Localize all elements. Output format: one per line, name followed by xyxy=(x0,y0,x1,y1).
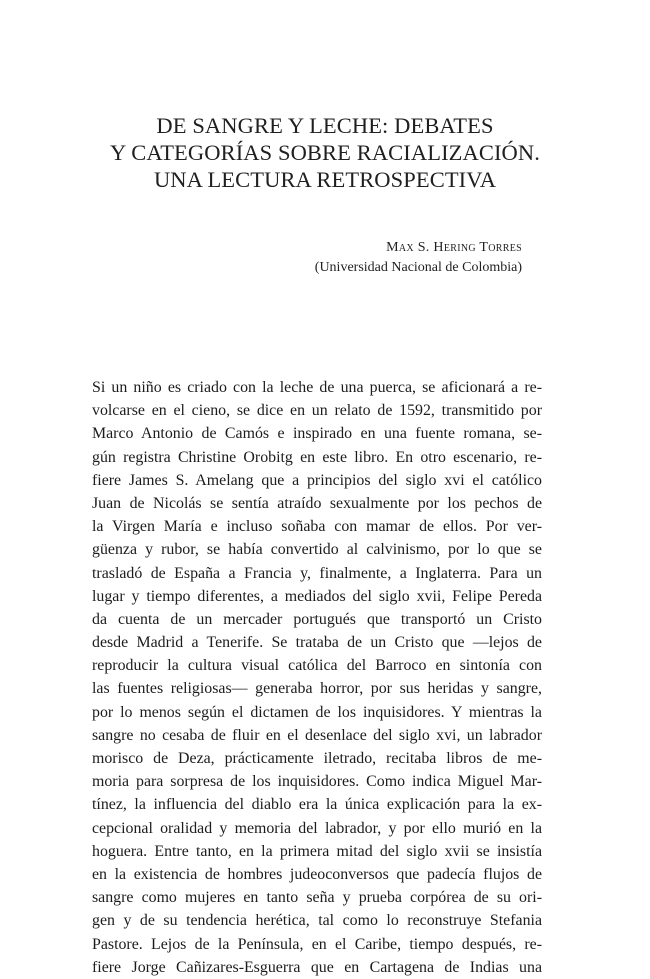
body-line: Pastore. Lejos de la Península, en el Caribe, tiempo después, re- xyxy=(92,935,542,953)
body-line: fiere James S. Amelang que a principios del siglo xvi el católico xyxy=(92,471,542,489)
body-line: moria para sorpresa de los inquisidores. Como indica Miguel Mar- xyxy=(92,773,542,791)
body-line: Si un niño es criado con la leche de una puerca, se aficionará a re- xyxy=(92,379,542,396)
body-line: fiere Jorge Cañizares-Esguerra que en Cartagena de Indias una xyxy=(92,958,542,976)
chapter-title-line: DE SANGRE Y LECHE: DEBATES xyxy=(156,113,494,138)
body-line: en la existencia de hombres judeoconversos que padecía flujos de xyxy=(92,865,542,883)
body-line: por lo menos según el dictamen de los inquisidores. Y mientras la xyxy=(92,703,542,721)
body-line: sangre no cesaba de fluir en el desenlace del siglo xvi, un labrador xyxy=(92,726,542,744)
body-line: gún registra Christine Orobitg en este libro. En otro escenario, re- xyxy=(92,448,542,466)
body-line: morisco de Deza, prácticamente iletrado, recitaba libros de me- xyxy=(92,750,542,767)
chapter-title-line: Y CATEGORÍAS SOBRE RACIALIZACIÓN. xyxy=(110,140,540,165)
chapter-title-line: UNA LECTURA RETROSPECTIVA xyxy=(153,167,497,192)
author-name: Max S. Hering Torres xyxy=(386,240,522,255)
body-line: trasladó de España a Francia y, finalmente, a Inglaterra. Para un xyxy=(92,564,542,582)
body-line: las fuentes religiosas— generaba horror, por sus heridas y sangre, xyxy=(92,680,542,698)
body-line: Marco Antonio de Camós e inspirado en una fuente romana, se- xyxy=(92,425,542,443)
body-line: gen y de su tendencia herética, tal como lo reconstruye Stefania xyxy=(92,912,542,930)
body-line: volcarse en el cieno, se dice en un relato de 1592, transmitido por xyxy=(92,402,542,420)
body-line: lugar y tiempo diferentes, a mediados del siglo xvii, Felipe Pereda xyxy=(92,587,542,605)
body-line: reproducir la cultura visual católica del Barroco en sintonía con xyxy=(92,657,542,675)
body-line: güenza y rubor, se había convertido al calvinismo, por lo que se xyxy=(92,541,542,559)
body-line: Juan de Nicolás se sentía atraído sexualmente por los pechos de xyxy=(92,494,542,512)
body-line: la Virgen María e incluso soñaba con mamar de ellos. Por ver- xyxy=(92,518,542,536)
author-block xyxy=(315,238,522,278)
author-affiliation: (Universidad Nacional de Colombia) xyxy=(314,260,522,275)
chapter-title xyxy=(60,112,590,193)
body-line: hoguera. Entre tanto, en la primera mitad del siglo xvii se insistía xyxy=(92,842,542,860)
body-paragraph xyxy=(92,376,542,979)
body-line: sangre como mujeres en tanto seña y prueba corpórea de su ori- xyxy=(92,889,542,907)
body-line: cepcional oralidad y memoria del labrador, y por ello murió en la xyxy=(92,819,542,837)
body-line: da cuenta de un mercader portugués que transportó un Cristo xyxy=(92,610,542,628)
body-line: desde Madrid a Tenerife. Se trataba de un Cristo que —lejos de xyxy=(92,634,542,652)
body-line: tínez, la influencia del diablo era la única explicación para la ex- xyxy=(92,796,542,814)
